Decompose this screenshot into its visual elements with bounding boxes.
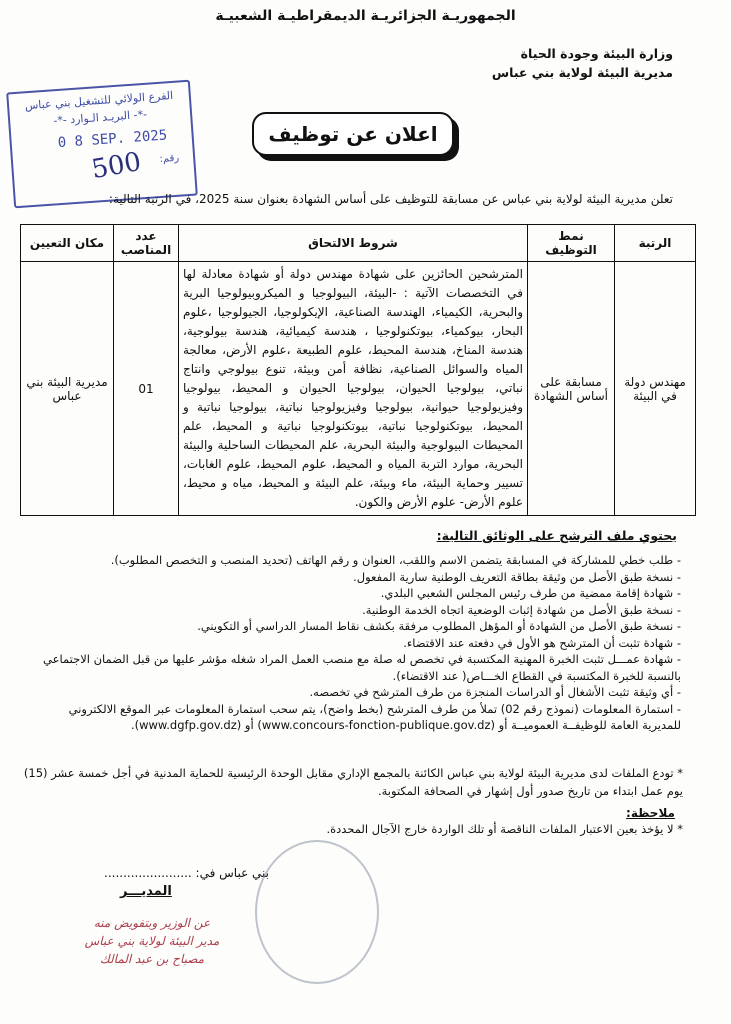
header-mode: نمط التوظيف — [528, 225, 615, 262]
list-item: - نسخة طبق الأصل من شهادة إثبات الوضعية اتجاه الخدمة الوطنية. — [362, 602, 681, 617]
cell-conditions: المترشحين الحائزين على شهادة مهندس دولة أو شهادة معادلة لها في التخصصات الآتية : -البيئة، البيولوجيا و الميكروبيولوجيا البرية والبحرية، الكيمياء، الهندسة الصناعية، الإيكولوجيا، الجيولوجيا ،علوم البحار، بيوكمياء، بيوتكنولوجيا ، هندسة كيميائية، هندسة بيولوجية، هندسة المناخ، هندسة المحيط، علوم الطبيعة ،علوم الأرض، معالجة المياه والسوائل الصناعية، نظافة أمن وبيئة، تنوع بيولوجي وانتاج نباتي، بيولوجيا الحيوان، بيولوجيا الحيوان و المحيط، بيولوجيا وفيزيولوجيا حيوانية، بيولوجيا وفيزيولوجيا نباتية، بيولوجيا نباتية و المحيط، بيوتكنولوجيا نباتية، بيوتكنولوجيا نباتية و المحيط، علم المحيطات البيولوجية والبيئة البحرية، علم المحيطات الساحلية والبيئة البحرية، موارد التربة المياه و المحيط، علوم المحيط، علوم الغابات، تسيير وحماية البيئة، ماء وبيئة، علم البيئة و المحيط، مياه و محيط، علوم الأرض- علوم الأرض والكون. — [179, 262, 528, 516]
header-conditions: شروط الالتحاق — [179, 225, 528, 262]
signature-line: مصباح بن عبد المالك — [99, 952, 205, 966]
list-item: - نسخة طبق الأصل من الشهادة أو المؤهل المطلوب مرفقة بكشف نقاط المسار الدراسي أو التكويني. — [197, 619, 681, 633]
documents-list — [31, 552, 681, 734]
stamp-date: 0 8 SEP. 2025 — [57, 127, 168, 152]
list-item: - نسخة طبق الأصل من وثيقة بطاقة التعريف الوطنية سارية المفعول. — [353, 569, 681, 584]
documents-title: يحتوي ملف الترشح على الوثائق التالية: — [436, 528, 677, 543]
stamp-line-2: -*- البريـد الـوارد -*- — [52, 107, 148, 128]
signature-stamp — [62, 914, 242, 968]
list-item: - أي وثيقة تثبت الأشغال أو الدراسات المنجزة من طرف المترشح في تخصصه. — [309, 685, 681, 699]
intro-paragraph: تعلن مديرية البيئة لولاية بني عباس عن مسابقة للتوظيف على أساس الشهادة بعنوان سنة 2025، في الرتبة التالية: — [108, 192, 673, 206]
list-item: - استمارة المعلومات (نموذج رقم 02) تملأ من طرف المترشح (بخط واضح)، يتم سحب استمارة المعلومات عبر الموقع الالكتروني للمديرية العامة للوظيفــة العموميــة أو (www.concours-fonction-publique.gov.dz) أو (www.dgfp.gov.dz). — [68, 701, 681, 732]
list-item: - شهادة إقامة ممضية من طرف رئيس المجلس الشعبي البلدي. — [380, 586, 681, 600]
ministry-block — [492, 44, 673, 82]
official-seal — [255, 840, 379, 984]
note-text: * لا يؤخذ بعين الاعتبار الملفات الناقصة أو تلك الواردة خارج الآجال المحددة. — [326, 822, 683, 836]
deposit-paragraph: * تودع الملفات لدى مديرية البيئة لولاية بني عباس الكائنة بالمجمع الإداري مقابل الوحدة الرئيسية للحماية المدنية في أجل خمسة عشر (15) يوم عمل ابتداء من تاريخ صدور أول إشهار في الصحافة المكتوبة. — [23, 766, 683, 798]
republic-header: الجمهوريـة الجزائريـة الديمقراطيـة الشعبيـة — [215, 8, 516, 24]
list-item: - شهادة عمـــل تثبت الخبرة المهنية المكتسبة في تخصص له صلة مع منصب العمل المراد شغله مؤشر عليها من قبل الضمان الاجتماعي بالنسبة للخبرة المكتسبة في القطاع الخـــاص( عند الاقتضاء). — [43, 652, 681, 683]
stamp-number-label: رقم: — [159, 152, 180, 166]
reception-stamp — [6, 80, 198, 209]
directorate-name: مديرية البيئة لولاية بني عباس — [491, 65, 673, 80]
cell-posts: 01 — [114, 262, 179, 516]
stamp-number: 500 — [89, 146, 144, 186]
table-header-row — [21, 225, 696, 262]
recruitment-table — [20, 224, 696, 516]
announcement-title: اعلان عن توظيف — [252, 112, 454, 156]
header-posts: عدد المناصب — [114, 225, 179, 262]
ministry-name: وزارة البيئة وجودة الحياة — [520, 46, 673, 61]
note-title: ملاحظة: — [626, 806, 675, 820]
header-location: مكان التعيين — [21, 225, 114, 262]
signature-place: بني عباس في: ....................... — [104, 866, 270, 880]
list-item: - طلب خطي للمشاركة في المسابقة يتضمن الاسم واللقب، العنوان و رقم الهاتف (تحديد المنصب و التخصص المطلوب). — [110, 553, 681, 567]
cell-mode: مسابقة على أساس الشهادة — [528, 262, 615, 516]
list-item: - شهادة تثبت أن المترشح هو الأول في دفعته عند الاقتضاء. — [403, 635, 681, 650]
cell-location: مديرية البيئة بني عباس — [21, 262, 114, 516]
signature-line: مدير البيئة لولاية بني عباس — [84, 934, 220, 948]
cell-rank: مهندس دولة في البيئة — [615, 262, 696, 516]
table-row — [21, 262, 696, 516]
signature-line: عن الوزير وبتفويض منه — [93, 916, 211, 930]
director-title: المديـــر — [120, 884, 172, 899]
header-rank: الرتبة — [615, 225, 696, 262]
stamp-line-1: الفرع الولائي للتشغيل بني عباس — [24, 88, 174, 113]
